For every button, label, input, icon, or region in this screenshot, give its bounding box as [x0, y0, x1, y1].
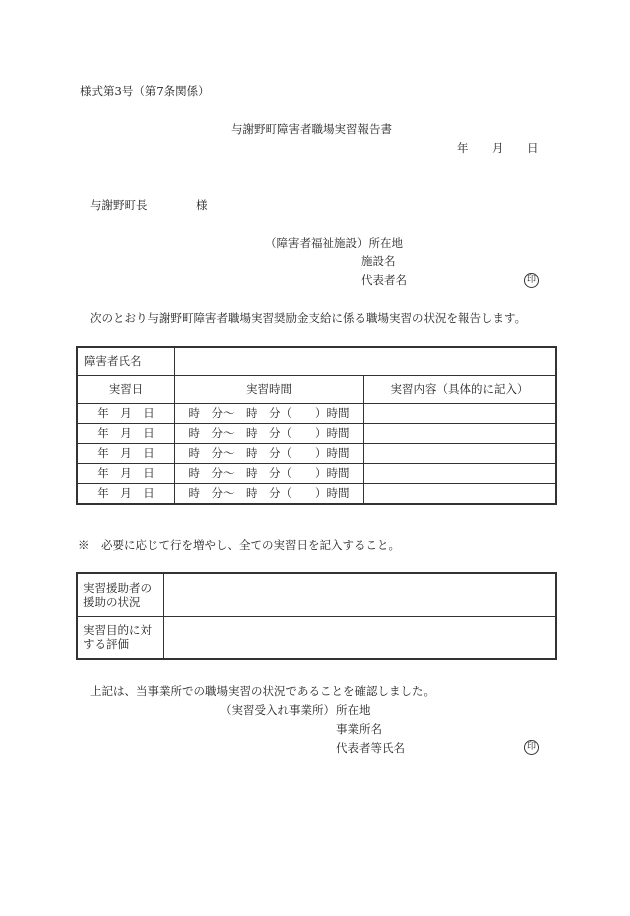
purpose-evaluation-cell[interactable]: [164, 616, 557, 659]
row-time-cell[interactable]: 時 分〜 時 分（ ）時間: [175, 443, 364, 463]
host-name-label: 事業所名: [336, 722, 382, 736]
table-row: [77, 403, 556, 423]
row-time-cell[interactable]: 時 分〜 時 分（ ）時間: [175, 483, 364, 504]
assistance-status-cell[interactable]: [164, 573, 557, 616]
header-practice-date: 実習日: [77, 375, 175, 403]
row-content-cell[interactable]: [364, 463, 557, 483]
row-content-cell[interactable]: [364, 443, 557, 463]
purpose-evaluation-label: [77, 616, 164, 659]
assistance-status-label-line2: 援助の状況: [83, 594, 141, 609]
addressee-honorific: 様: [196, 198, 208, 212]
row-date-cell[interactable]: 年 月 日: [77, 423, 175, 443]
purpose-evaluation-label-line1: 実習目的に対: [83, 623, 152, 638]
header-practice-time: 実習時間: [175, 375, 364, 403]
row-content-cell[interactable]: [364, 403, 557, 423]
table-row: [77, 443, 556, 463]
table-row: [77, 463, 556, 483]
row-content-cell[interactable]: [364, 423, 557, 443]
row-date-cell[interactable]: 年 月 日: [77, 483, 175, 504]
evaluation-table: [76, 572, 557, 660]
date-day: 日: [527, 141, 539, 155]
host-org-label: （実習受入れ事業所）: [220, 703, 335, 717]
disabled-person-name-cell[interactable]: [175, 347, 557, 375]
date-month: 月: [492, 141, 504, 155]
seal-stamp-icon: 印: [524, 740, 539, 755]
date-year: 年: [457, 141, 469, 155]
assistance-status-label: [77, 573, 164, 616]
form-number: 様式第3号（第7条関係）: [80, 84, 210, 98]
table-row: [77, 423, 556, 443]
host-address-label: 所在地: [336, 703, 371, 717]
row-time-cell[interactable]: 時 分〜 時 分（ ）時間: [175, 463, 364, 483]
disabled-person-name-label: 障害者氏名: [77, 347, 175, 375]
intro-text: 次のとおり与謝野町障害者職場実習奨励金支給に係る職場実習の状況を報告します。: [90, 311, 527, 325]
facility-address-label: （障害者福祉施設）所在地: [265, 236, 403, 250]
document-title: 与謝野町障害者職場実習報告書: [231, 122, 392, 136]
addressee-name: 与謝野町長: [90, 198, 148, 212]
facility-rep-label: 代表者名: [361, 273, 407, 287]
row-date-cell[interactable]: 年 月 日: [77, 403, 175, 423]
practice-record-table: [76, 346, 557, 505]
assistance-status-label-line1: 実習援助者の: [83, 580, 152, 595]
row-time-cell[interactable]: 時 分〜 時 分（ ）時間: [175, 423, 364, 443]
row-date-cell[interactable]: 年 月 日: [77, 463, 175, 483]
table-row: [77, 483, 556, 504]
facility-name-label: 施設名: [361, 254, 396, 268]
confirm-text: 上記は、当事業所での職場実習の状況であることを確認しました。: [90, 684, 435, 698]
purpose-evaluation-label-line2: する評価: [83, 637, 129, 652]
seal-stamp-icon: 印: [524, 273, 539, 288]
row-content-cell[interactable]: [364, 483, 557, 504]
note-text: ※ 必要に応じて行を増やし、全ての実習日を記入すること。: [78, 538, 400, 552]
host-rep-label: 代表者等氏名: [336, 741, 405, 755]
row-time-cell[interactable]: 時 分〜 時 分（ ）時間: [175, 403, 364, 423]
header-practice-content: 実習内容（具体的に記入）: [364, 375, 557, 403]
row-date-cell[interactable]: 年 月 日: [77, 443, 175, 463]
